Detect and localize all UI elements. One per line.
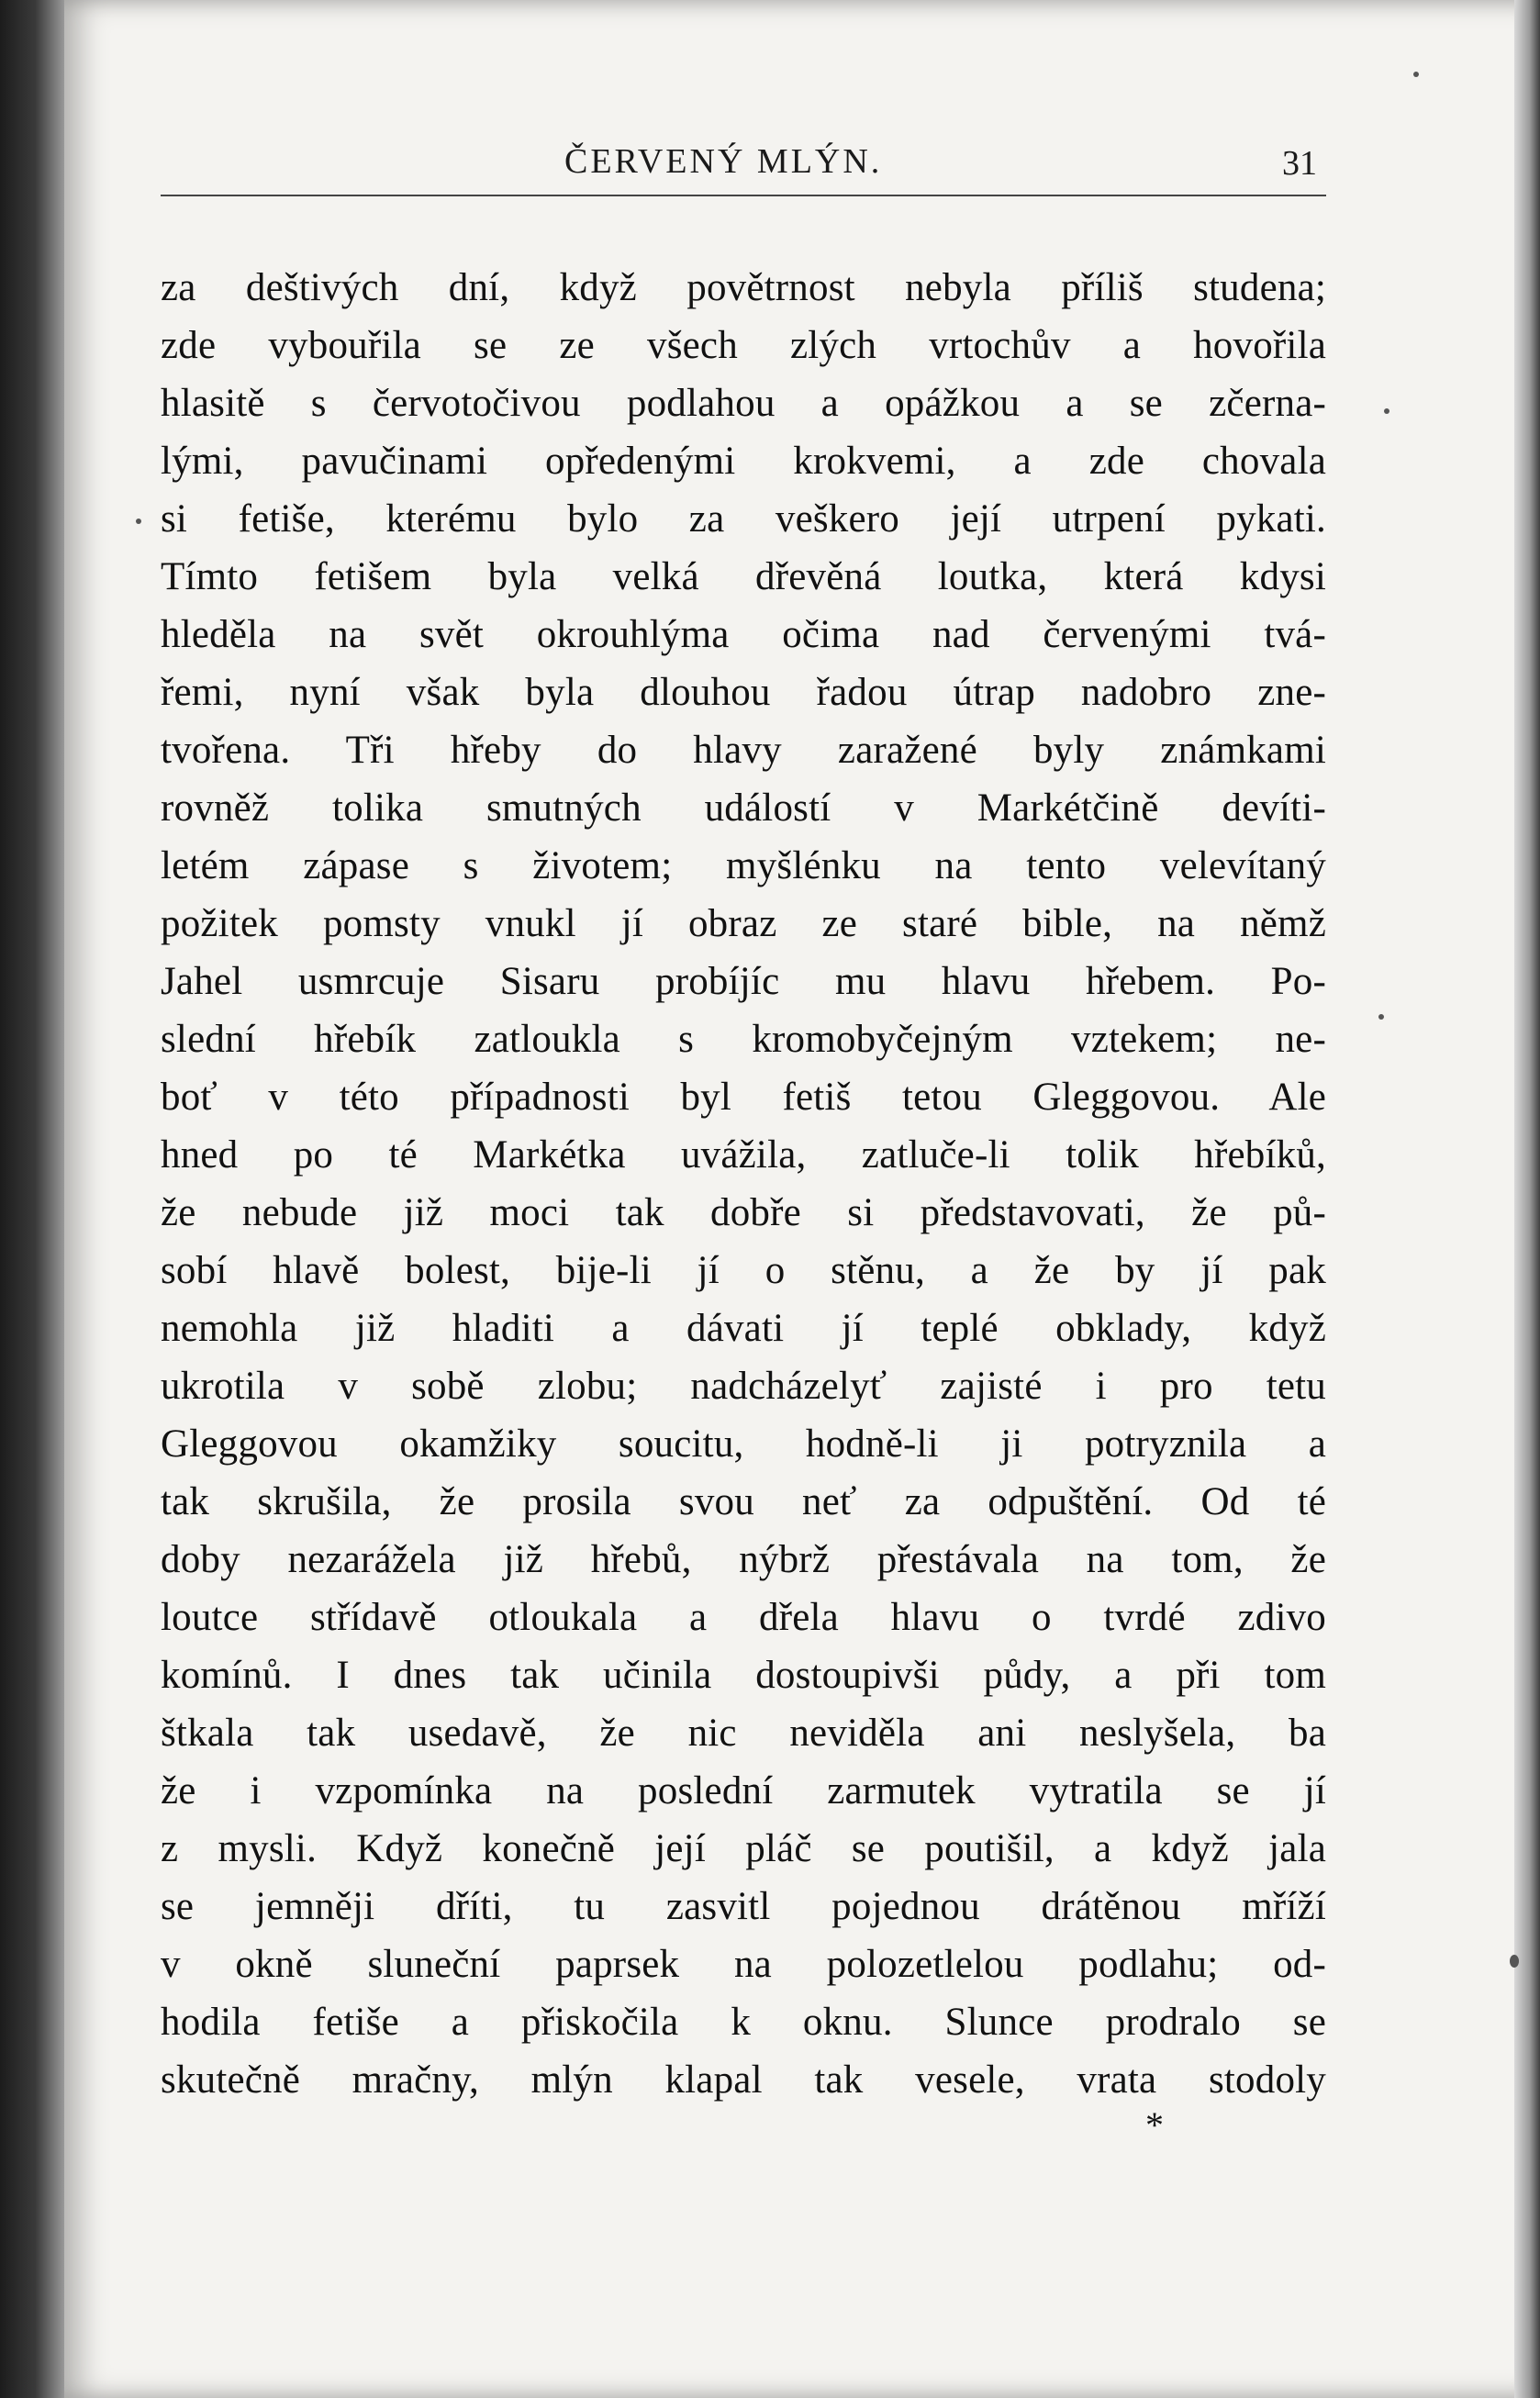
page-number: 31 — [1282, 144, 1317, 183]
text-line: že i vzpomínka na poslední zarmutek vytratila se jí — [161, 1769, 1326, 1812]
text-line: nemohla již hladiti a dávati jí teplé obklady, když — [161, 1307, 1326, 1350]
text-line: hned po té Markétka uvážila, zatluče-li tolik hřebíků, — [161, 1133, 1326, 1177]
text-line: komínů. I dnes tak učinila dostoupivši půdy, a při tom — [161, 1654, 1326, 1697]
running-header — [161, 138, 1326, 196]
text-line: Tímto fetišem byla velká dřevěná loutka, která kdysi — [161, 555, 1326, 598]
text-line: si fetiše, kterému bylo za veškero její utrpení pykati. — [161, 497, 1326, 541]
body-text — [161, 259, 1326, 2109]
text-line: doby nezarážela již hřebů, nýbrž přestávala na tom, že — [161, 1538, 1326, 1581]
text-line: Jahel usmrcuje Sisaru probíjíc mu hlavu hřebem. Po- — [161, 960, 1326, 1003]
text-line: že nebude již moci tak dobře si představovati, že pů- — [161, 1191, 1326, 1234]
text-line: boť v této případnosti byl fetiš tetou Gleggovou. Ale — [161, 1076, 1326, 1119]
text-line: zde vybouřila se ze všech zlých vrtochův a hovořila — [161, 324, 1326, 367]
paper-speck — [1378, 1014, 1384, 1020]
running-title: ČERVENÝ MLÝN. — [564, 142, 883, 181]
text-line: štkala tak usedavě, že nic neviděla ani neslyšela, ba — [161, 1712, 1326, 1755]
signature-mark: * — [1145, 2104, 1164, 2146]
text-line: tak skrušila, že prosila svou neť za odpuštění. Od té — [161, 1480, 1326, 1523]
text-line: se jemněji dříti, tu zasvitl pojednou drátěnou mříží — [161, 1885, 1326, 1928]
text-line: z mysli. Když konečně její pláč se poutišil, a když jala — [161, 1827, 1326, 1870]
text-line: slední hřebík zatloukla s kromobyčejným vztekem; ne- — [161, 1018, 1326, 1061]
paper-speck — [1510, 1955, 1519, 1968]
page-edge — [1514, 0, 1540, 2398]
text-line: Gleggovou okamžiky soucitu, hodně-li ji potryznila a — [161, 1422, 1326, 1466]
paper-speck — [136, 519, 141, 524]
text-line: v okně sluneční paprsek na polozetlelou podlahu; od- — [161, 1943, 1326, 1986]
text-line: letém zápase s životem; myšlénku na tento velevítaný — [161, 844, 1326, 887]
text-line: tvořena. Tři hřeby do hlavy zaražené byly známkami — [161, 729, 1326, 772]
text-line: hlasitě s červotočivou podlahou a opážkou a se zčerna- — [161, 382, 1326, 425]
text-line: ukrotila v sobě zlobu; nadcházelyť zajisté i pro tetu — [161, 1365, 1326, 1408]
text-line: skutečně mračny, mlýn klapal tak vesele, vrata stodoly — [161, 2058, 1326, 2102]
text-line: hodila fetiše a přiskočila k oknu. Slunce prodralo se — [161, 2001, 1326, 2044]
text-line: loutce střídavě otloukala a dřela hlavu o tvrdé zdivo — [161, 1596, 1326, 1639]
text-line: hleděla na svět okrouhlýma očima nad červenými tvá- — [161, 613, 1326, 656]
paper-speck — [1413, 72, 1419, 77]
text-line: za deštivých dní, když povětrnost nebyla příliš studena; — [161, 266, 1326, 309]
text-line: sobí hlavě bolest, bije-li jí o stěnu, a že by jí pak — [161, 1249, 1326, 1292]
text-line: rovněž tolika smutných událostí v Markétčině devíti- — [161, 786, 1326, 830]
text-line: lými, pavučinami opředenými krokvemi, a zde chovala — [161, 440, 1326, 483]
text-line: řemi, nyní však byla dlouhou řadou útrap nadobro zne- — [161, 671, 1326, 714]
paper-speck — [1384, 408, 1389, 414]
text-line: požitek pomsty vnukl jí obraz ze staré bible, na němž — [161, 902, 1326, 945]
